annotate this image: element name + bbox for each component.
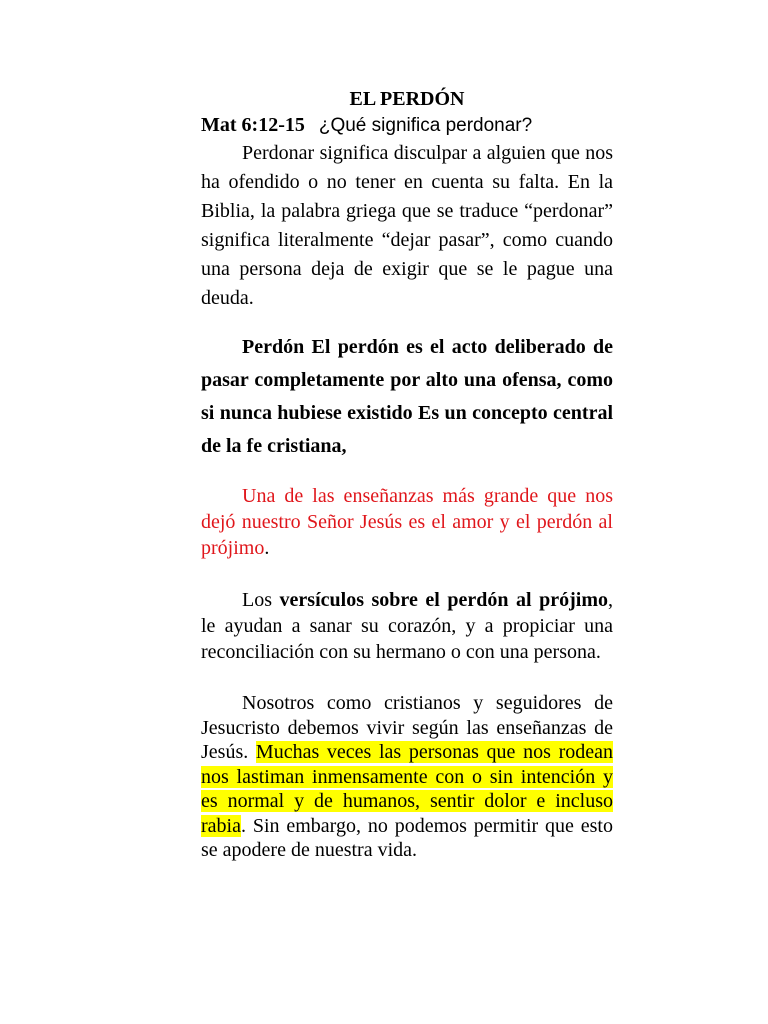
- christians-start: Nosotros como cristianos y seguidores de Jesucristo debemos vivir según las enseñanzas de Jesús.: [201, 692, 613, 763]
- paragraph-definition: Perdonar significa disculpar a alguien que nos ha ofendido o no tener en cuenta su falta. En la Biblia, la palabra griega que se traduce “perdonar” significa literalmente “dejar pasar”, como cuando una persona deja de exigir que se le pague una deuda.: [201, 142, 613, 309]
- document-page: [201, 86, 613, 863]
- red-text: Una de las enseñanzas más grande que nos dejó nuestro Señor Jesús es el amor y el perdón al prójimo: [201, 485, 613, 559]
- paragraph-bold-definition: Perdón El perdón es el acto deliberado de pasar completamente por alto una ofensa, como si nunca hubiese existido Es un concepto central de la fe cristiana,: [201, 336, 613, 457]
- red-paragraph-period: .: [264, 537, 270, 559]
- bible-reference: Mat 6:12-15: [201, 114, 305, 136]
- christians-end: . Sin embargo, no podemos permitir que esto se apodere de nuestra vida.: [201, 814, 613, 861]
- paragraph-christians: [201, 691, 613, 863]
- reference-line: [201, 112, 613, 139]
- verses-rest: , le ayudan a sanar su corazón, y a propiciar una reconciliación con su hermano o con una persona.: [201, 589, 613, 663]
- highlighted-text: Muchas veces las personas que nos rodean nos lastiman inmensamente con o sin intención y es normal y de humanos, sentir dolor e incluso rabia: [201, 741, 613, 837]
- verses-intro: Los: [242, 589, 280, 611]
- document-title: EL PERDÓN: [349, 88, 465, 110]
- verses-bold-phrase: versículos sobre el perdón al prójimo: [279, 589, 608, 611]
- section-question: ¿Qué significa perdonar?: [318, 115, 533, 136]
- paragraph-red: [201, 483, 613, 561]
- paragraph-verses: [201, 587, 613, 665]
